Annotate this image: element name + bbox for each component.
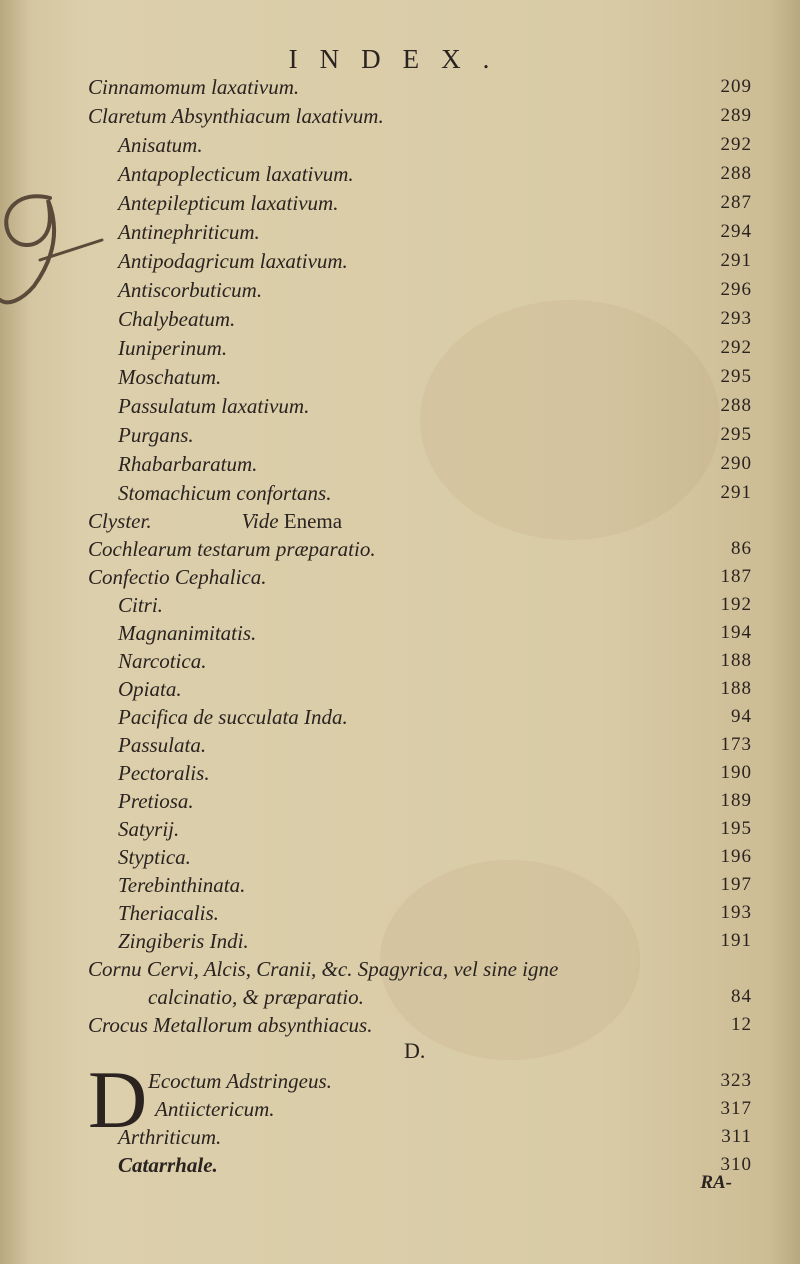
index-entry [0, 420, 800, 450]
index-entry [0, 506, 800, 536]
page-number: 209 [720, 76, 752, 97]
entry-name: Theriacalis. [118, 901, 219, 925]
page-number: 173 [720, 734, 752, 755]
index-entry [0, 842, 800, 872]
page-number: 294 [720, 221, 752, 242]
entry-name: Confectio Cephalica. [88, 565, 267, 589]
index-entry [0, 101, 800, 131]
page-number: 295 [720, 424, 752, 445]
index-entry [0, 730, 800, 760]
page-number: 197 [720, 874, 752, 895]
entry-name: Antepilepticum laxativum. [118, 191, 339, 215]
page-number: 190 [720, 762, 752, 783]
entry-name: Opiata. [118, 677, 182, 701]
page-number: 196 [720, 846, 752, 867]
index-entry [0, 982, 800, 1012]
index-entry [0, 304, 800, 334]
page-number: 293 [720, 308, 752, 329]
vide-label: Vide [241, 509, 284, 533]
catchword: RA- [700, 1172, 732, 1193]
index-entry [0, 646, 800, 676]
page-number: 290 [720, 453, 752, 474]
entry-name: Citri. [118, 593, 163, 617]
index-entry [0, 618, 800, 648]
entry-name: calcinatio, & præparatio. [148, 985, 364, 1009]
entry-name: Pectoralis. [118, 761, 210, 785]
page-number: 288 [720, 395, 752, 416]
entry-name: Catarrhale. [118, 1153, 218, 1177]
index-entry [0, 758, 800, 788]
page-number: 310 [720, 1154, 752, 1175]
entry-name: Pacifica de succulata Inda. [118, 705, 348, 729]
index-entry [0, 534, 800, 564]
section-heading: D. [404, 1038, 426, 1063]
index-entry [0, 898, 800, 928]
index-entry [0, 1094, 800, 1124]
index-entry [0, 130, 800, 160]
page-number: 12 [731, 1014, 752, 1035]
index-entry [0, 449, 800, 479]
index-entry [0, 159, 800, 189]
index-entry [0, 870, 800, 900]
entry-name: Arthriticum. [118, 1125, 222, 1149]
entry-name: Chalybeatum. [118, 307, 236, 331]
cross-reference: Enema [283, 509, 343, 533]
entry-name: Purgans. [118, 423, 194, 447]
index-entry [0, 954, 800, 984]
page-number: 291 [720, 250, 752, 271]
index-entry [0, 1122, 800, 1152]
entry-name: Cochlearum testarum præparatio. [88, 537, 376, 561]
page-number: 195 [720, 818, 752, 839]
entry-name: Satyrij. [118, 817, 180, 841]
page-title: INDEX. [288, 44, 512, 74]
index-entry [0, 217, 800, 247]
index-entry [0, 702, 800, 732]
drop-cap: D [88, 1054, 148, 1145]
index-entry [0, 391, 800, 421]
entry-name: Moschatum. [118, 365, 222, 389]
entry-name: Cornu Cervi, Alcis, Cranii, &c. Spagyrica, vel sine igne [88, 957, 559, 981]
index-entry [0, 188, 800, 218]
page-number: 311 [721, 1126, 752, 1147]
index-entry [0, 246, 800, 276]
entry-name: Cinnamomum laxativum. [88, 75, 300, 99]
entry-name: Antinephriticum. [118, 220, 260, 244]
index-entry [0, 590, 800, 620]
page-number: 317 [720, 1098, 752, 1119]
page-number: 191 [720, 930, 752, 951]
index-entry [0, 926, 800, 956]
page-number: 194 [720, 622, 752, 643]
entry-name: Anisatum. [118, 133, 203, 157]
page-number: 296 [720, 279, 752, 300]
page-number: 292 [720, 134, 752, 155]
page-number: 295 [720, 366, 752, 387]
entry-name: Rhabarbaratum. [118, 452, 258, 476]
page-number: 86 [731, 538, 752, 559]
entry-name: Antapoplecticum laxativum. [118, 162, 354, 186]
page-number: 291 [720, 482, 752, 503]
page-number: 84 [731, 986, 752, 1007]
entry-name: Antiictericum. [155, 1097, 275, 1121]
page-number: 288 [720, 163, 752, 184]
page-number: 188 [720, 650, 752, 671]
index-entry [0, 72, 800, 102]
index-entry [0, 362, 800, 392]
index-entry [0, 786, 800, 816]
entry-name: Ecoctum Adstringeus. [148, 1069, 332, 1093]
entry-name: Passulata. [118, 733, 207, 757]
page-number: 289 [720, 105, 752, 126]
index-entry [0, 275, 800, 305]
page-number: 193 [720, 902, 752, 923]
entry-name: Terebinthinata. [118, 873, 246, 897]
entry-name: Styptica. [118, 845, 191, 869]
page-number: 94 [731, 706, 752, 727]
index-entry [0, 562, 800, 592]
page-number: 287 [720, 192, 752, 213]
entry-name: Magnanimitatis. [118, 621, 257, 645]
index-entry [0, 1010, 800, 1040]
page-number: 189 [720, 790, 752, 811]
entry-name: Crocus Metallorum absynthiacus. [88, 1013, 373, 1037]
entry-name: Pretiosa. [118, 789, 194, 813]
entry-name: Stomachicum confortans. [118, 481, 332, 505]
entry-name: Clyster. Vide Enema [88, 509, 343, 533]
entry-name: Narcotica. [118, 649, 207, 673]
page-number: 188 [720, 678, 752, 699]
page-number: 187 [720, 566, 752, 587]
entry-name: Zingiberis Indi. [118, 929, 249, 953]
entry-name: Antiscorbuticum. [118, 278, 263, 302]
index-entry [0, 333, 800, 363]
index-entry [0, 674, 800, 704]
entry-name: Claretum Absynthiacum laxativum. [88, 104, 384, 128]
entry-name: Antipodagricum laxativum. [118, 249, 348, 273]
entry-name: Passulatum laxativum. [118, 394, 310, 418]
entry-name: Iuniperinum. [118, 336, 228, 360]
index-entry [0, 478, 800, 508]
page-number: 323 [720, 1070, 752, 1091]
index-entry [0, 814, 800, 844]
page-number: 292 [720, 337, 752, 358]
index-entry [0, 1066, 800, 1096]
index-entry [0, 1150, 800, 1180]
page-number: 192 [720, 594, 752, 615]
